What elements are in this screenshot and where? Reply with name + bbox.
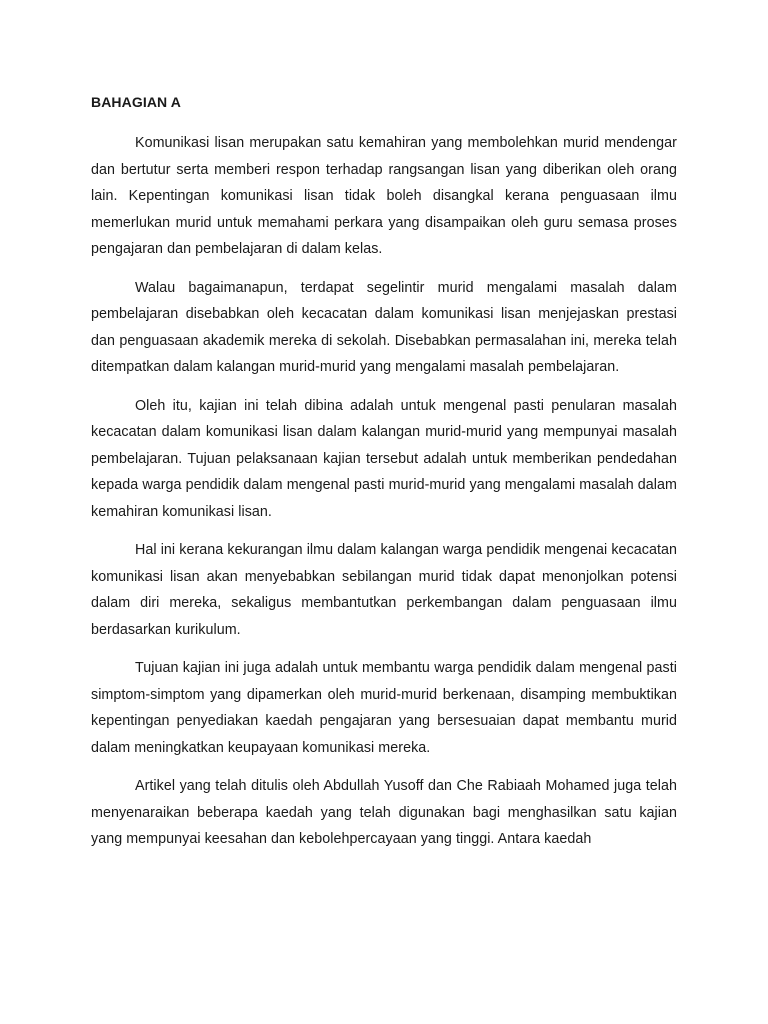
- paragraph-4: Hal ini kerana kekurangan ilmu dalam kalangan warga pendidik mengenai kecacatan komunikasi lisan akan menyebabkan sebilangan murid tidak dapat menonjolkan potensi dalam diri mereka, sekaligus membantutkan perkembangan dalam penguasaan ilmu berdasarkan kurikulum.: [91, 542, 677, 638]
- document-body: [91, 92, 677, 865]
- paragraph-5: Tujuan kajian ini juga adalah untuk membantu warga pendidik dalam mengenal pasti simptom-simptom yang dipamerkan oleh murid-murid berkenaan, disamping membuktikan kepentingan penyediakan kaedah pengajaran yang bersesuaian dapat membantu murid dalam meningkatkan keupayaan komunikasi mereka.: [91, 660, 677, 756]
- paragraph-6: Artikel yang telah ditulis oleh Abdullah Yusoff dan Che Rabiaah Mohamed juga telah menyenaraikan beberapa kaedah yang telah digunakan bagi menghasilkan satu kajian yang mempunyai keesahan dan kebolehpercayaan yang tinggi. Antara kaedah: [91, 778, 677, 847]
- paragraph-3: Oleh itu, kajian ini telah dibina adalah untuk mengenal pasti penularan masalah kecacatan dalam komunikasi lisan dalam kalangan murid-murid yang mempunyai masalah pembelajaran. Tujuan pelaksanaan kajian tersebut adalah untuk memberikan pendedahan kepada warga pendidik dalam mengenal pasti murid-murid yang mengalami masalah dalam kemahiran komunikasi lisan.: [91, 397, 677, 520]
- section-heading: BAHAGIAN A: [91, 94, 181, 110]
- paragraph-1: Komunikasi lisan merupakan satu kemahiran yang membolehkan murid mendengar dan bertutur serta memberi respon terhadap rangsangan lisan yang diberikan oleh orang lain. Kepentingan komunikasi lisan tidak boleh disangkal kerana penguasaan ilmu memerlukan murid untuk memahami perkara yang disampaikan oleh guru semasa proses pengajaran dan pembelajaran di dalam kelas.: [91, 135, 677, 257]
- paragraph-2: Walau bagaimanapun, terdapat segelintir murid mengalami masalah dalam pembelajaran disebabkan oleh kecacatan dalam komunikasi lisan menjejaskan prestasi dan penguasaan akademik mereka di sekolah. Disebabkan permasalahan ini, mereka telah ditempatkan dalam kalangan murid-murid yang mengalami masalah pembelajaran.: [91, 279, 677, 375]
